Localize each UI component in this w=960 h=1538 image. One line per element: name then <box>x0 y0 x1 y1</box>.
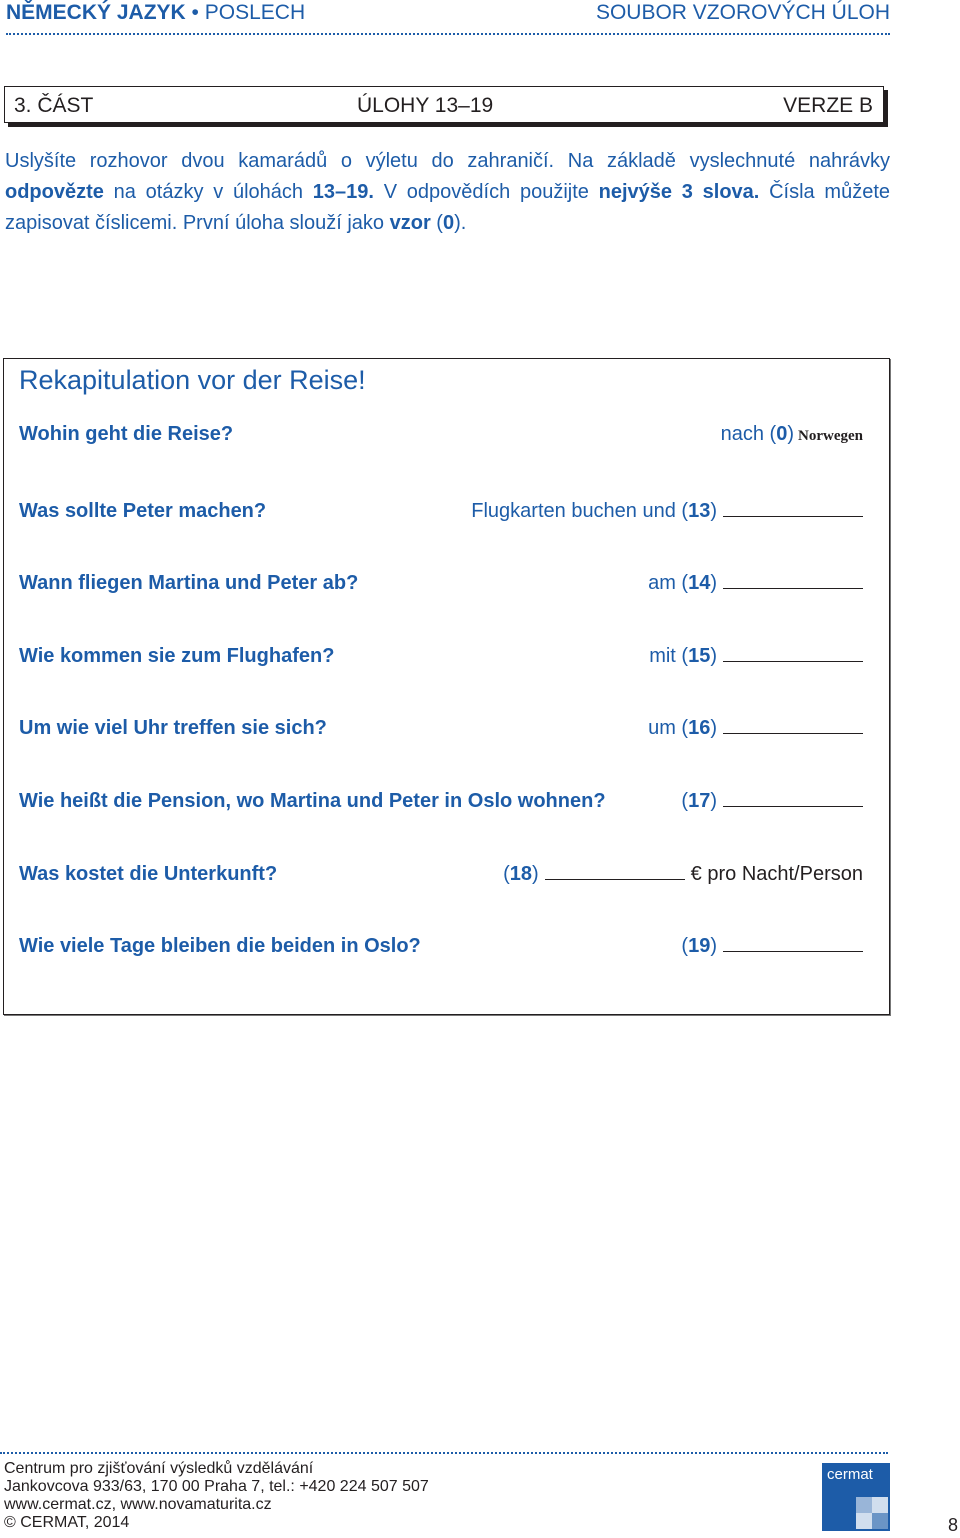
logo-square-2 <box>872 1497 888 1513</box>
answer-18 <box>503 863 863 886</box>
instr-bold-1: odpovězte <box>5 181 104 203</box>
answer-13 <box>471 500 863 523</box>
section-label: POSLECH <box>204 1 306 24</box>
answer-14-suffix: ) <box>710 572 717 594</box>
answer-19-suffix: ) <box>710 935 717 957</box>
tasks-range: ÚLOHY 13–19 <box>357 94 494 117</box>
header-bullet: • <box>191 1 199 24</box>
instr-text-4: Čísla můžete zapisovat číslicemi. První úloha slouží jako <box>5 181 891 234</box>
answer-19-number: 19 <box>688 935 711 957</box>
answer-13-prefix: Flugkarten buchen und ( <box>471 500 689 522</box>
answer-15-suffix: ) <box>710 645 717 667</box>
header-left <box>6 1 305 25</box>
answer-0-number: 0 <box>776 423 788 445</box>
answer-13-number: 13 <box>688 500 711 522</box>
answer-15-number: 15 <box>688 645 711 667</box>
answer-13-suffix: ) <box>710 500 717 522</box>
question-14: Wann fliegen Martina und Peter ab? <box>19 572 359 594</box>
answer-17-suffix: ) <box>710 790 717 812</box>
answer-19-prefix: ( <box>681 935 689 957</box>
part-label: 3. ČÁST <box>14 94 94 117</box>
answer-0 <box>721 423 863 446</box>
answer-16-number: 16 <box>688 717 711 739</box>
answer-0-suffix: ) <box>787 423 795 445</box>
answer-17-number: 17 <box>688 790 711 812</box>
logo-square-4 <box>872 1513 888 1529</box>
task-box <box>3 358 890 1015</box>
question-0: Wohin geht die Reise? <box>19 423 234 445</box>
answer-0-prefix: nach ( <box>720 423 777 445</box>
instr-text-2: na otázky v úlohách <box>103 181 313 203</box>
footer-address: Jankovcova 933/63, 170 00 Praha 7, tel.: +420 224 507 507 <box>4 1478 429 1495</box>
task-title: Rekapitulation vor der Reise! <box>19 365 366 395</box>
answer-16-suffix: ) <box>710 717 717 739</box>
answer-17-prefix: ( <box>681 790 689 812</box>
footer-web: www.cermat.cz, www.novamaturita.cz <box>4 1496 272 1513</box>
answer-14-blank[interactable] <box>723 572 863 589</box>
answer-16-prefix: um ( <box>648 717 689 739</box>
answer-16 <box>648 717 863 740</box>
logo-square-3 <box>856 1513 872 1529</box>
instr-text-6: ). <box>454 212 467 234</box>
instr-text-3: V odpovědích použijte <box>373 181 599 203</box>
question-13: Was sollte Peter machen? <box>19 500 267 522</box>
subject-label: NĚMECKÝ JAZYK <box>6 1 186 24</box>
answer-19-blank[interactable] <box>723 935 863 952</box>
answer-17 <box>681 790 863 813</box>
question-19: Wie viele Tage bleiben die beiden in Oslo? <box>19 935 421 957</box>
logo-square-1 <box>856 1497 872 1513</box>
footer-org: Centrum pro zjišťování výsledků vzdělávání <box>4 1460 314 1477</box>
page-header <box>0 0 960 34</box>
page-number: 8 <box>947 1515 958 1535</box>
answer-13-blank[interactable] <box>723 500 863 517</box>
answer-18-suffix: ) <box>532 863 539 885</box>
answer-15 <box>649 645 863 668</box>
logo-text: cermat <box>827 1466 873 1483</box>
part-title-box <box>4 86 884 123</box>
answer-18-unit: € pro Nacht/Person <box>690 863 863 885</box>
answer-16-blank[interactable] <box>723 717 863 734</box>
answer-14 <box>648 572 863 595</box>
footer-copyright: © CERMAT, 2014 <box>4 1514 130 1531</box>
instr-text-5: ( <box>430 212 443 234</box>
footer-divider <box>0 1452 888 1454</box>
answer-18-prefix: ( <box>503 863 510 885</box>
answer-14-prefix: am ( <box>648 572 689 594</box>
instr-text-1: Uslyšíte rozhovor dvou kamarádů o výletu do zahraničí. Na základě vyslechnuté nahrávky <box>5 150 890 172</box>
question-16: Um wie viel Uhr treffen sie sich? <box>19 717 327 739</box>
instr-bold-4: vzor <box>389 212 431 234</box>
header-divider <box>6 33 890 35</box>
instr-bold-2: 13–19. <box>312 181 374 203</box>
version-label: VERZE B <box>783 94 873 117</box>
answer-15-blank[interactable] <box>723 645 863 662</box>
answer-15-prefix: mit ( <box>649 645 689 667</box>
question-18: Was kostet die Unterkunft? <box>19 863 278 885</box>
answer-18-number: 18 <box>509 863 532 885</box>
instr-bold-5: 0 <box>442 212 455 234</box>
question-17: Wie heißt die Pension, wo Martina und Peter in Oslo wohnen? <box>19 790 606 812</box>
footer-text <box>4 1460 429 1532</box>
sample-answer: Norwegen <box>798 428 863 444</box>
answer-18-blank[interactable] <box>545 863 685 880</box>
answer-19 <box>681 935 863 958</box>
cermat-logo <box>822 1463 890 1531</box>
answer-14-number: 14 <box>688 572 711 594</box>
answer-17-blank[interactable] <box>723 790 863 807</box>
instr-bold-3: nejvýše 3 slova. <box>598 181 760 203</box>
instructions <box>5 146 890 239</box>
question-15: Wie kommen sie zum Flughafen? <box>19 645 335 667</box>
collection-label: SOUBOR VZOROVÝCH ÚLOH <box>595 1 890 24</box>
